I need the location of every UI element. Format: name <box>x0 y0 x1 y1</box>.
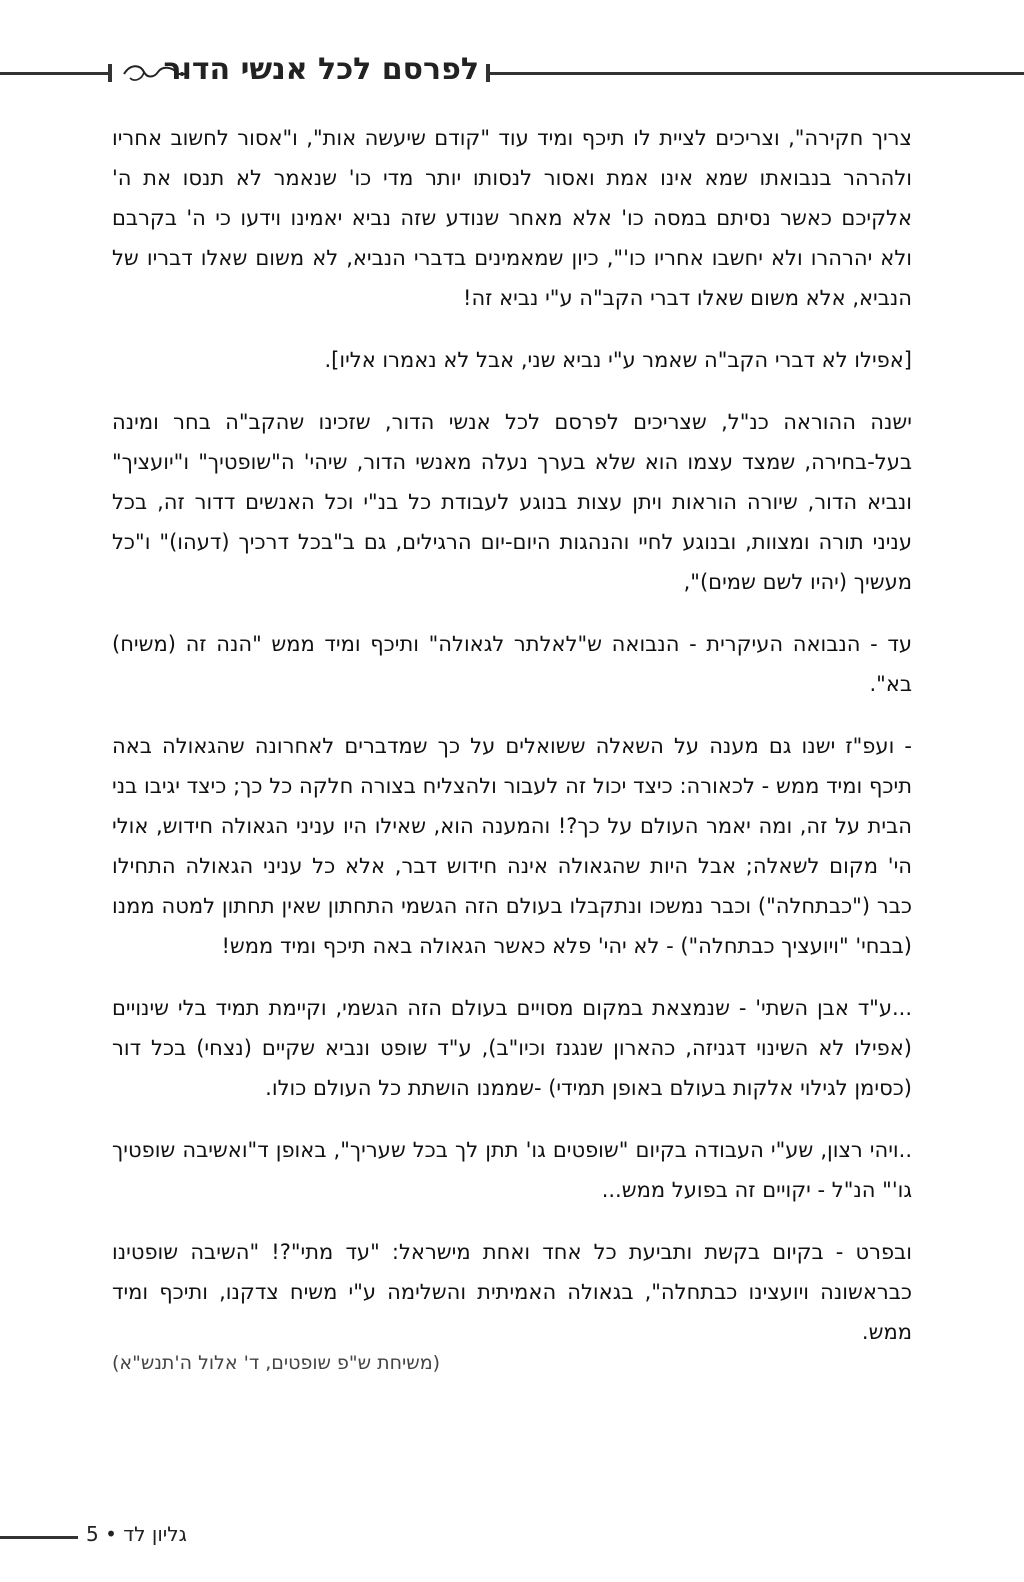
main-text <box>112 118 912 1374</box>
paragraph: ישנה ההוראה כנ"ל, שצריכים לפרסם לכל אנשי הדור, שזכינו שהקב"ה בחר ומינה בעל-בחירה, שמצד עצמו הוא שלא בערך נעלה מאנשי הדור, שיהי' ה"שופטיך" ו"יועציך" ונביא הדור, שיורה הוראות ויתן עצות בנוגע לעבודת כל בנ"י וכל האנשים דדור זה, בכל עניני תורה ומצוות, ובנוגע לחיי והנהגות היום-יום הרגילים, גם ב"בכל דרכיך (דעהו)" ו"כל מעשיך (יהיו לשם שמים)", <box>112 410 912 594</box>
source-citation: (משיחת ש"פ שופטים, ד' אלול ה'תנש"א) <box>112 1352 441 1374</box>
header-rule-tick-left <box>108 64 112 82</box>
paragraph: ובפרט - בקיום בקשת ותביעת כל אחד ואחת מישראל: "עד מתי"?! "השיבה שופטינו כבראשונה ויועצינו כבתחלה", בגאולה האמיתית והשלימה ע"י משיח צדקנו, ותיכף ומיד ממש. <box>112 1240 912 1344</box>
paragraph: [אפילו לא דברי הקב"ה שאמר ע"י נביא שני, אבל לא נאמרו אליו]. <box>324 348 912 372</box>
header-title: לפרסם לכל אנשי הדור <box>163 52 479 87</box>
paragraph: ...ע"ד אבן השתי' - שנמצאת במקום מסויים בעולם הזה הגשמי, וקיימת תמיד בלי שינויים (אפילו לא השינוי דגניזה, כהארון שנגנז וכיו"ב), ע"ד שופט ונביא שקיים (נצחי) בכל דור (כסימן לגילוי אלקות בעולם באופן תמידי) -שממנו הושתת כל העולם כולו. <box>112 996 912 1100</box>
header-rule-right <box>490 72 1024 75</box>
paragraph: - ועפ"ז ישנו גם מענה על השאלה ששואלים על כך שמדברים לאחרונה שהגאולה באה תיכף ומיד ממש - לכאורה: כיצד יכול זה לעבור ולהצליח בצורה חלקה כל כך; כיצד יגיבו בני הבית על זה, ומה יאמר העולם על כך?! והמענה הוא, שאילו היו עניני הגאולה חידוש, אולי הי' מקום לשאלה; אבל היות שהגאולה אינה חידוש דבר, אלא כל עניני הגאולה התחילו כבר ("כבתחלה") וכבר נמשכו ונתקבלו בעולם הזה הגשמי התחתון שאין תחתון למטה ממנו (בבחי' "ויועציך כבתחלה") - לא יהי' פלא כאשר הגאולה באה תיכף ומיד ממש! <box>112 734 912 958</box>
page-number-label: גליון לד • 5 <box>86 1522 187 1546</box>
paragraph: ..ויהי רצון, שע"י העבודה בקיום "שופטים גו' תתן לך בכל שעריך", באופן ד"ואשיבה שופטיך גו'" הנ"ל - יקויים זה בפועל ממש... <box>112 1138 912 1202</box>
header-rule-left <box>0 72 108 75</box>
paragraph: עד - הנבואה העיקרית - הנבואה ש"לאלתר לגאולה" ותיכף ומיד ממש "הנה זה (משיח) בא". <box>112 632 912 696</box>
footer-rule <box>0 1536 78 1539</box>
page-footer <box>0 1500 1024 1550</box>
paragraph: צריך חקירה", וצריכים לציית לו תיכף ומיד עוד "קודם שיעשה אות", ו"אסור לחשוב אחריו ולהרהר בנבואתו שמא אינו אמת ואסור לנסותו יותר מדי כו' שנאמר לא תנסו את ה' אלקיכם כאשר נסיתם במסה כו' אלא מאחר שנודע שזה נביא יאמינו וידעו כי ה' בקרבם ולא יהרהרו ולא יחשבו אחריו כו'", כיון שמאמינים בדברי הנביא, לא משום שאלו דבריו של הנביא, אלא משום שאלו דברי הקב"ה ע"י נביא זה! <box>112 126 912 310</box>
page-header <box>0 50 1024 100</box>
